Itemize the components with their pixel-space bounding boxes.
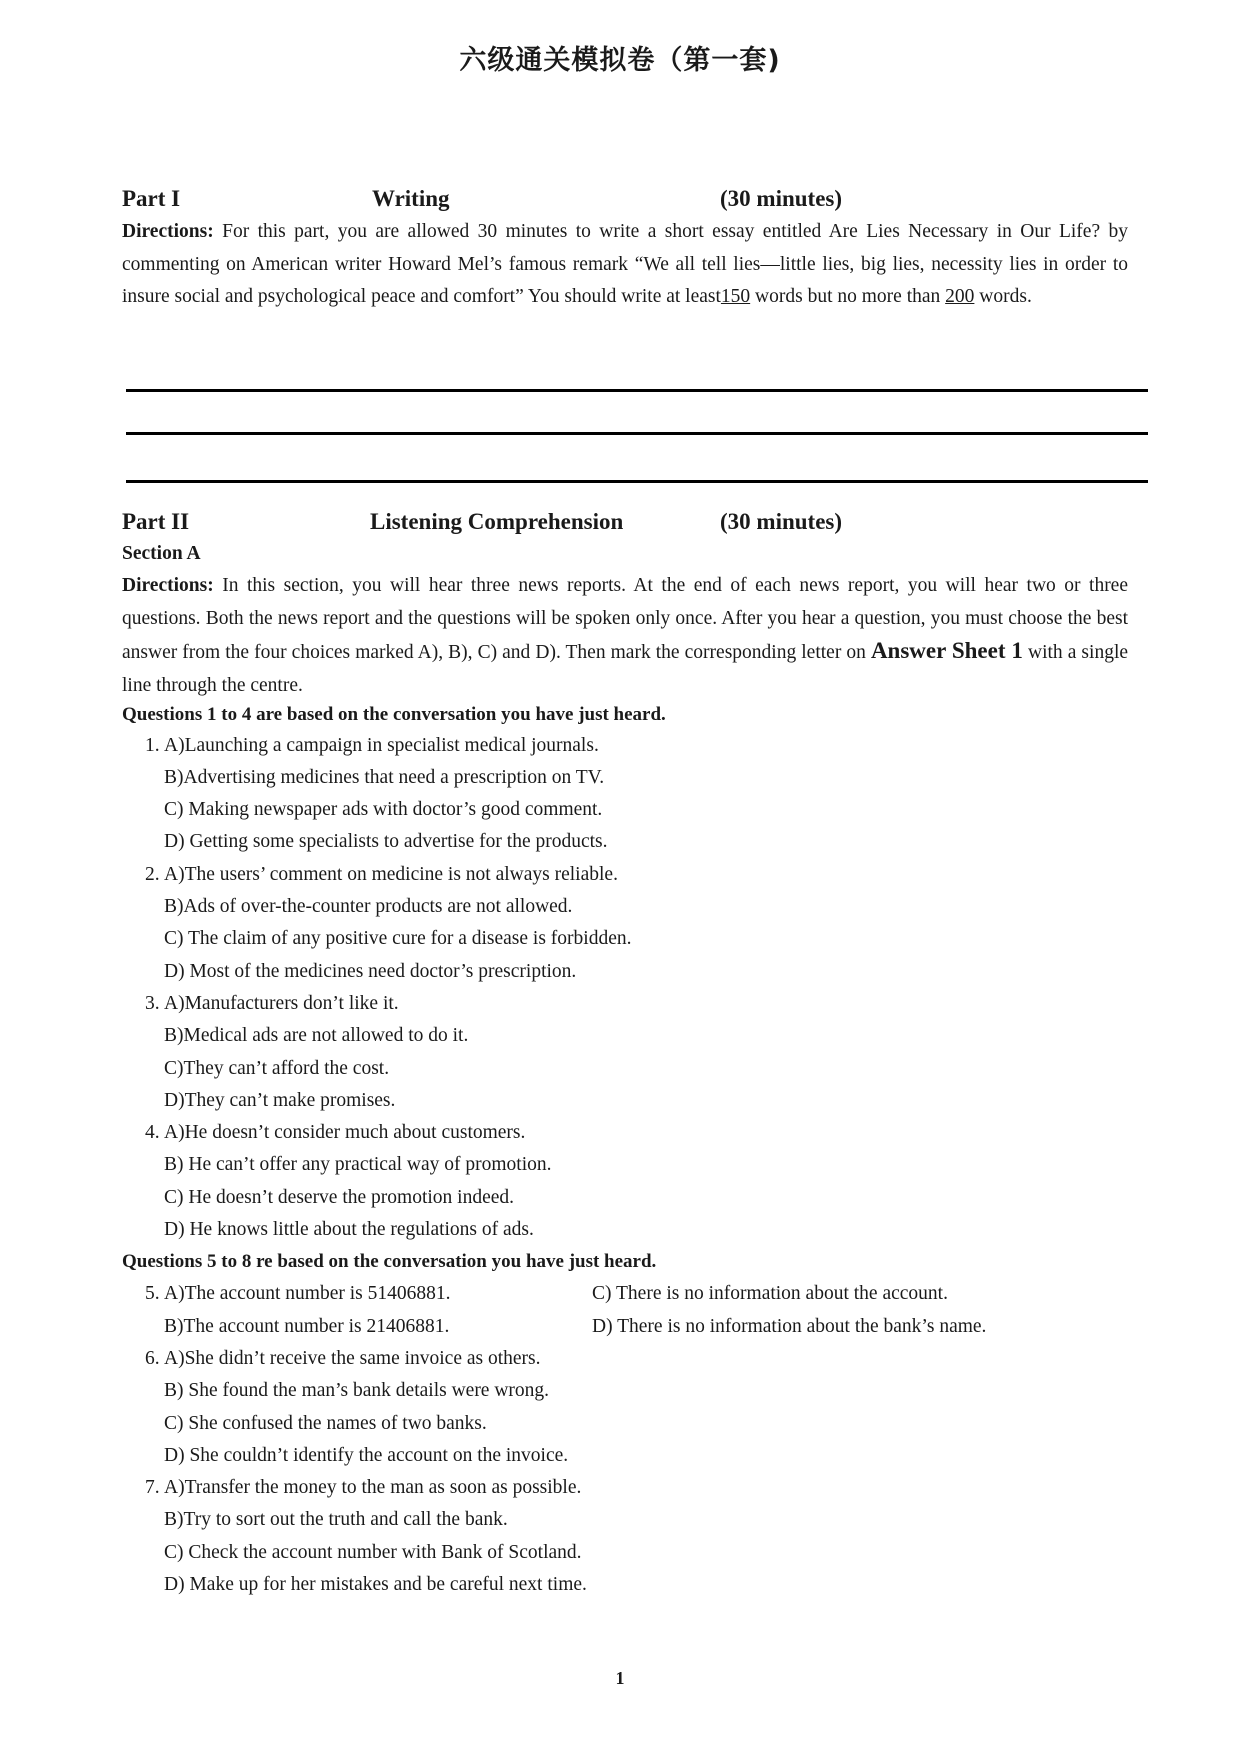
- question-group-heading: Questions 5 to 8 re based on the conversation you have just heard.: [122, 1251, 657, 1272]
- option-a: A)The account number is 51406881.: [164, 1283, 451, 1304]
- option-c: C)They can’t afford the cost.: [164, 1058, 390, 1079]
- question-group-heading: Questions 1 to 4 are based on the conversation you have just heard.: [122, 704, 666, 725]
- option-c: C) She confused the names of two banks.: [164, 1413, 487, 1434]
- option-a: A)Launching a campaign in specialist medical journals.: [164, 735, 599, 756]
- option-c: C) Making newspaper ads with doctor’s good comment.: [164, 799, 603, 820]
- part1-name: Writing: [372, 186, 450, 211]
- min-words: 150: [720, 286, 751, 307]
- option-b: B)Ads of over-the-counter products are not allowed.: [164, 896, 573, 917]
- page-title: 六级通关模拟卷（第一套): [459, 45, 781, 76]
- option-d: D) He knows little about the regulations of ads.: [164, 1219, 534, 1240]
- option-d: D) Make up for her mistakes and be careful next time.: [164, 1574, 587, 1595]
- question-number: 3.: [145, 993, 160, 1014]
- option-b: B)Advertising medicines that need a prescription on TV.: [164, 767, 605, 788]
- option-b: B)The account number is 21406881.: [164, 1316, 450, 1337]
- directions-label: Directions:: [122, 575, 214, 596]
- option-d: D)They can’t make promises.: [164, 1090, 396, 1111]
- part1-time: (30 minutes): [720, 186, 843, 211]
- question-number: 5.: [145, 1283, 160, 1304]
- directions-label: Directions:: [122, 221, 214, 242]
- max-words: 200: [945, 286, 975, 307]
- part2-directions: Directions: In this section, you will hear three news reports. At the end of each news report, you will hear two or three questions. Both the news report and the questions will be spoken only once. After you hear a question, you must choose the best answer from the four choices marked A), B), C) and D). Then mark the corresponding letter on Answer Sheet 1 with a single line through the centre.: [122, 575, 1129, 696]
- part1-heading: [122, 186, 1122, 216]
- option-b: B)Medical ads are not allowed to do it.: [164, 1025, 469, 1046]
- option-b: B) He can’t offer any practical way of promotion.: [164, 1154, 552, 1175]
- option-a: A)He doesn’t consider much about customers.: [164, 1122, 526, 1143]
- part1-directions: Directions: For this part, you are allowed 30 minutes to write a short essay entitled Are Lies Necessary in Our Life? by commenting on American writer Howard Mel’s famous remark “We all tell lies—little lies, big lies, necessity lies in order to insure social and psychological peace and comfort” You should write at least150 words but no more than 200 words.: [122, 221, 1128, 307]
- divider-rule: [126, 480, 1148, 483]
- part2-time: (30 minutes): [720, 509, 843, 534]
- option-c: C) The claim of any positive cure for a disease is forbidden.: [164, 928, 632, 949]
- page-number: 1: [615, 1668, 625, 1688]
- option-a: A)Manufacturers don’t like it.: [164, 993, 399, 1014]
- question-number: 6.: [145, 1348, 160, 1369]
- question-number: 4.: [145, 1122, 160, 1143]
- option-a: A)The users’ comment on medicine is not always reliable.: [164, 864, 618, 885]
- option-d: D) Most of the medicines need doctor’s prescription.: [164, 961, 577, 982]
- option-b: B) She found the man’s bank details were wrong.: [164, 1380, 550, 1401]
- option-d: D) There is no information about the bank’s name.: [592, 1316, 987, 1337]
- question-number: 7.: [145, 1477, 160, 1498]
- part2-heading: [122, 509, 1122, 539]
- option-d: D) Getting some specialists to advertise for the products.: [164, 831, 608, 852]
- answer-sheet-ref: Answer Sheet 1: [870, 638, 1023, 663]
- part2-name: Listening Comprehension: [370, 509, 624, 534]
- option-c: C) He doesn’t deserve the promotion indeed.: [164, 1187, 515, 1208]
- divider-rule: [126, 389, 1148, 392]
- option-b: B)Try to sort out the truth and call the bank.: [164, 1509, 508, 1530]
- option-d: D) She couldn’t identify the account on the invoice.: [164, 1445, 569, 1466]
- option-a: A)Transfer the money to the man as soon as possible.: [164, 1477, 582, 1498]
- option-c: C) There is no information about the account.: [592, 1283, 948, 1304]
- divider-rule: [126, 432, 1148, 435]
- option-a: A)She didn’t receive the same invoice as others.: [164, 1348, 541, 1369]
- question-number: 2.: [145, 864, 160, 885]
- part2-label: Part II: [122, 509, 190, 534]
- part1-label: Part I: [122, 186, 181, 211]
- section-a-label: Section A: [122, 543, 201, 564]
- question-number: 1.: [145, 735, 160, 756]
- option-c: C) Check the account number with Bank of Scotland.: [164, 1542, 582, 1563]
